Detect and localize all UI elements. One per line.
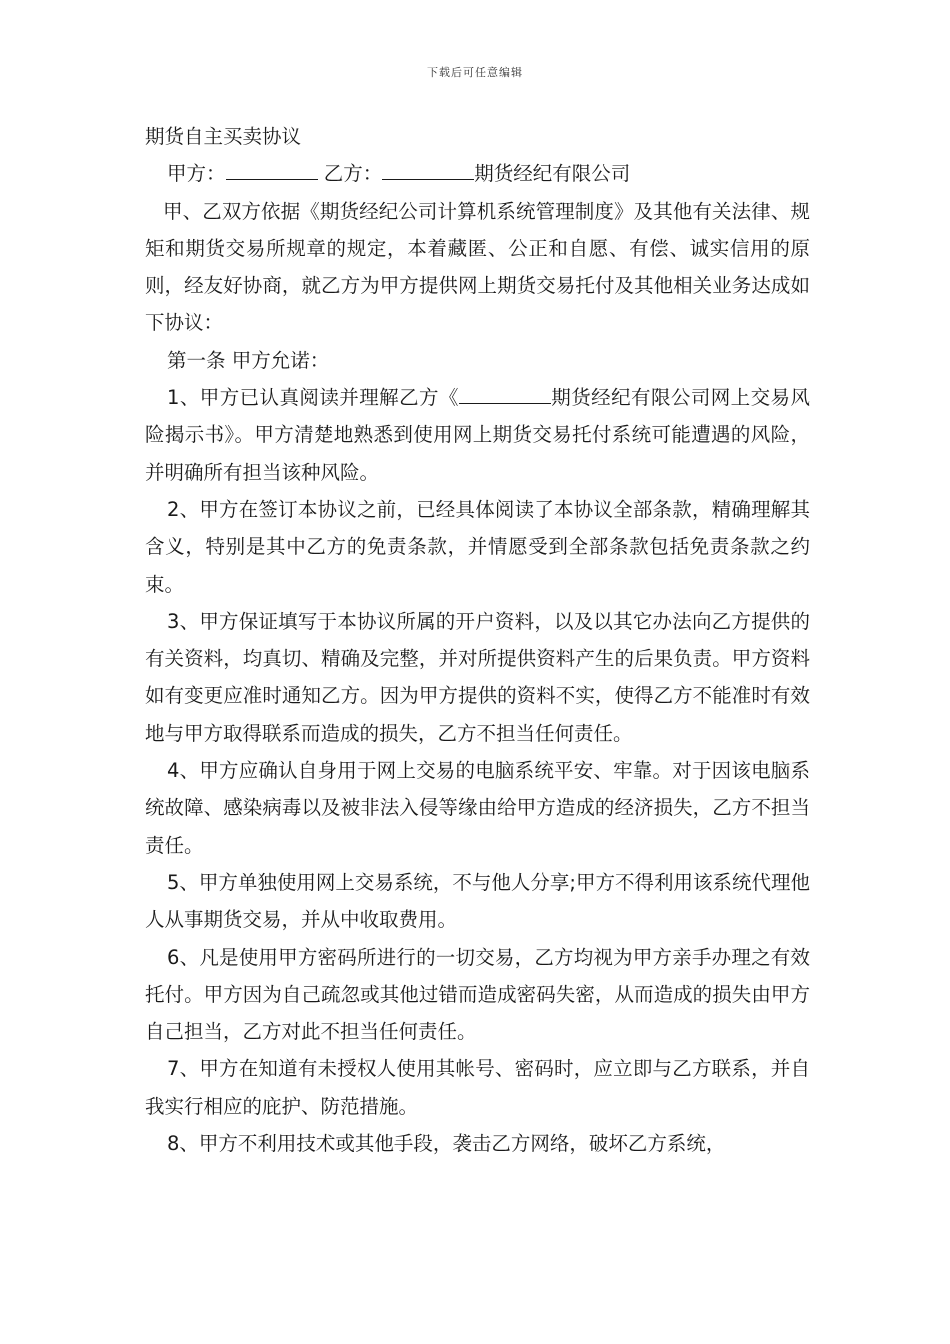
clause-6: 6、凡是使用甲方密码所进行的一切交易，乙方均视为甲方亲手办理之有效托付。甲方因为自己疏忽或其他过错而造成密码失密，从而造成的损失由甲方自己担当，乙方对此不担当任何责任。: [145, 945, 810, 1044]
party-b-blank: [382, 159, 474, 180]
clause-1: [145, 379, 810, 491]
clause-8: 8、甲方不利用技术或其他手段，袭击乙方网络，破坏乙方系统，: [167, 1132, 726, 1156]
party-b-label: 乙方：: [323, 162, 383, 186]
parties-line: [145, 155, 810, 192]
clause-7: 7、甲方在知道有未授权人使用其帐号、密码时，应立即与乙方联系，并自我实行相应的庇护、防范措施。: [145, 1057, 810, 1118]
intro-paragraph: 甲、乙双方依据《期货经纪公司计算机系统管理制度》及其他有关法律、规矩和期货交易所规章的规定，本着藏匿、公正和自愿、有偿、诚实信用的原则，经友好协商，就乙方为甲方提供网上期货交易托付及其他相关业务达成如下协议：: [145, 199, 810, 335]
document-title: 期货自主买卖协议: [145, 125, 302, 148]
clause-5: 5、甲方单独使用网上交易系统，不与他人分享;甲方不得利用该系统代理他人从事期货交易，并从中收取费用。: [145, 870, 810, 932]
party-a-label: 甲方：: [167, 162, 226, 186]
clause-1-prefix: 1、甲方已认真阅读并理解乙方《: [167, 386, 459, 410]
document-body: [145, 118, 810, 1162]
company-suffix: 期货经纪有限公司: [474, 162, 631, 186]
header-note: 下载后可任意编辑: [427, 66, 523, 79]
clause-4: 4、甲方应确认自身用于网上交易的电脑系统平安、牢靠。对于因该电脑系统故障、感染病毒以及被非法入侵等缘由给甲方造成的经济损失，乙方不担当责任。: [145, 759, 810, 857]
clause-3: 3、甲方保证填写于本协议所属的开户资料，以及以其它办法向乙方提供的有关资料，均真切、精确及完整，并对所提供资料产生的后果负责。甲方资料如有变更应准时通知乙方。因为甲方提供的资料不实，使得乙方不能准时有效地与甲方取得联系而造成的损失，乙方不担当任何责任。: [145, 609, 810, 745]
party-a-blank: [226, 159, 318, 180]
article-1-heading: 第一条 甲方允诺：: [167, 348, 330, 372]
clause-1-suffix: 期货经纪有限公司网上交易风险揭示书》。甲方清楚地熟悉到使用网上期货交易托付系统可能遭遇的风险，并明确所有担当该种风险。: [145, 386, 810, 484]
clause-2: 2、甲方在签订本协议之前，已经具体阅读了本协议全部条款，精确理解其含义，特别是其中乙方的免责条款，并情愿受到全部条款包括免责条款之约束。: [145, 497, 810, 596]
clause-1-blank: [459, 383, 551, 404]
